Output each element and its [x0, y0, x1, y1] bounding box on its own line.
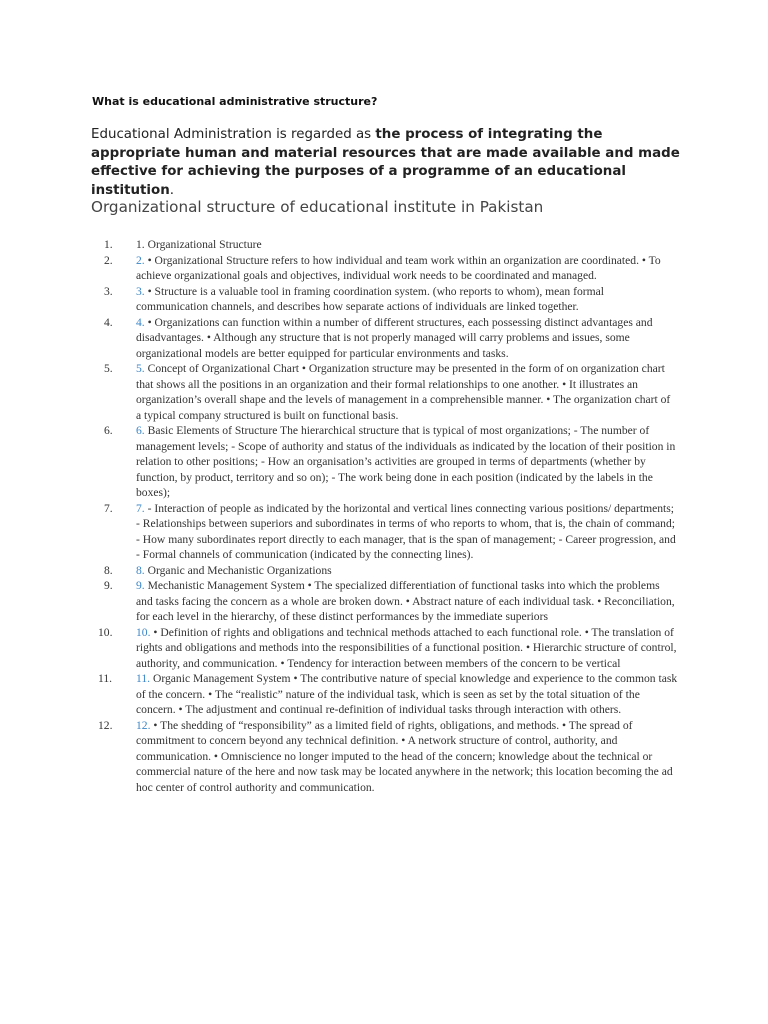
list-item-number: 6.: [104, 424, 113, 437]
list-item: [0, 315, 768, 362]
list-item-text: Mechanistic Management System • The specialized differentiation of functional tasks into which the problems and tasks facing the concern as a whole are broken down. • Abstract nature of each individual task. • Reconciliation, for each level in the hierarchy, of these distinct performances by the immediate superiors: [136, 579, 675, 623]
page-question-heading: What is educational administrative structure?: [92, 95, 378, 108]
list-item-ref-link[interactable]: 6.: [136, 424, 145, 437]
list-item-ref-link[interactable]: 11.: [136, 672, 151, 685]
list-item-text: • Organizational Structure refers to how individual and team work within an organization are coordinated. • To achieve organizational goals and objectives, individual work needs to be coordinated and managed.: [136, 253, 661, 282]
list-item: [0, 361, 768, 423]
list-item-text: - Interaction of people as indicated by the horizontal and vertical lines connecting various positions/ departments; - Relationships between superiors and subordinates in terms of who reports to whom, that is, the chain of command; - How many subordinates report directly to each manager, that is the span of management; - Career progression, and - Formal channels of communication (indicated by the connecting lines).: [136, 501, 676, 561]
list-item: [0, 625, 768, 672]
list-item-number: 8.: [104, 563, 113, 577]
list-item-text: • The shedding of “responsibility” as a limited field of rights, obligations, and methods. • The spread of commitment to concern beyond any technical definition. • A network structure of control, authority, and communication. • Omniscience no longer imputed to the head of the concern; knowledge about the technical or commercial nature of the here and now task may be located anywhere in the network; this location becoming the ad hoc center of control authority and communication.: [136, 718, 673, 794]
list-item-text: Basic Elements of Structure The hierarchical structure that is typical of most organizations; - The number of management levels; - Scope of authority and status of the individuals as indicated by the location of their position in relation to other positions; - How an organisation’s activities are grouped in terms of departments (whether by function, by product, territory and so on); - The work being done in each position (indicated by the labels in the boxes);: [136, 424, 676, 499]
intro-tail-text: .: [169, 182, 175, 198]
list-item-ref-link[interactable]: 10.: [136, 625, 151, 639]
list-item: [0, 563, 768, 579]
list-item-number: 4.: [104, 315, 113, 329]
list-item-number: 12.: [98, 718, 113, 732]
list-item-number: 2.: [104, 253, 113, 267]
list-item: [0, 284, 768, 315]
section-subtitle: Organizational structure of educational institute in Pakistan: [91, 198, 544, 216]
list-item-text: Concept of Organizational Chart • Organization structure may be presented in the form of on organization chart that shows all the positions in an organization and their formal relationships to one another. • It illustrates an organization’s overall shape and the levels of management in a comprehensible manner. • The organization chart of a typical company structured is built on functional basis.: [136, 362, 671, 422]
list-item-text: Organic Management System • The contributive nature of special knowledge and experience to the common task of the concern. • The “realistic” nature of the individual task, which is seen as set by the total situation of the concern. • The adjustment and continual re-definition of individual tasks through interaction with others.: [136, 672, 678, 716]
list-item-number: 7.: [104, 501, 113, 515]
list-item-number: 3.: [104, 284, 113, 298]
list-item: [0, 253, 768, 284]
list-item: [0, 671, 768, 718]
list-item-ref-link[interactable]: 7.: [136, 501, 145, 515]
list-item-ref-link[interactable]: 9.: [136, 579, 145, 592]
list-item-text: 1. Organizational Structure: [136, 238, 262, 251]
intro-lead-text: Educational Administration is regarded as: [91, 127, 376, 142]
list-item-ref-link[interactable]: 2.: [136, 253, 145, 267]
list-item: [0, 718, 768, 796]
list-item-number: 1.: [104, 238, 113, 251]
list-item: [0, 237, 768, 253]
intro-bold-text: the process of integrating the appropriate human and material resources that are made available and made effective for achieving the purposes of a programme of an educational institution: [91, 127, 680, 198]
list-item-number: 11.: [98, 672, 113, 685]
intro-paragraph: [91, 126, 691, 200]
list-item-ref-link[interactable]: 4.: [136, 315, 145, 329]
list-item-ref-link[interactable]: 8.: [136, 563, 145, 577]
list-item-ref-link[interactable]: 5.: [136, 362, 145, 375]
list-item-text: Organic and Mechanistic Organizations: [144, 563, 332, 577]
list-item-text: • Organizations can function within a number of different structures, each possessing distinct advantages and disadvantages. • Although any structure that is not properly managed will carry problems and issues, some organizational models are better equipped for particular environments and tasks.: [136, 315, 653, 360]
structure-list: [0, 237, 768, 795]
list-item-ref-link[interactable]: 3.: [136, 284, 145, 298]
list-item-number: 9.: [104, 579, 113, 592]
list-item-number: 5.: [104, 362, 113, 375]
list-item: [0, 423, 768, 501]
list-item: [0, 501, 768, 563]
list-item: [0, 578, 768, 625]
list-item-ref-link[interactable]: 12.: [136, 718, 151, 732]
list-item-number: 10.: [98, 625, 113, 639]
list-item-text: • Definition of rights and obligations and technical methods attached to each functional role. • The translation of rights and obligations and methods into the responsibilities of a functional position. • Hierarchic structure of control, authority, and communication. • Tendency for interaction between members of the concern to be vertical: [136, 625, 677, 670]
list-item-text: • Structure is a valuable tool in framing coordination system. (who reports to whom), mean formal communication channels, and describes how separate actions of individuals are linked together.: [136, 284, 605, 313]
